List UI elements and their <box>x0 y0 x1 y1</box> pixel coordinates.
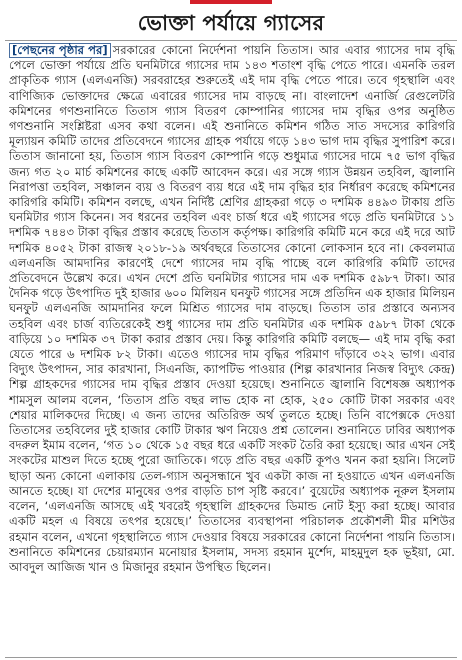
article-headline: ভোক্তা পর্যায়ে গ্যাসের <box>137 11 325 35</box>
article-body <box>9 43 455 655</box>
article-body-text: সরকারের কোনো নির্দেশনা পায়নি তিতাস। আর এবার গ্যাসের দাম বৃদ্ধি পেলে ভোক্তা পর্যায়ে প্রতি ঘনমিটারে গ্যাসের দাম ১৪৩ শতাংশ বৃদ্ধি পেতে পারে। এমনকি তরল প্রাকৃতিক গ্যাস (এলএনজি) সরবরাহের শুরুতেই এই দাম বৃদ্ধি পেতে পারে। তবে গৃহস্থালি এবং বাণিজ্যিক ভোক্তাদের ক্ষেত্রে এবারের গ্যাসের দাম বাড়ছে না। বাংলাদেশ এনার্জি রেগুলেটরি কমিশনের গণশুনানিতে তিতাস গ্যাস বিতরণ কোম্পানির গ্যাসের দাম বৃদ্ধির ওপর অনুষ্ঠিত গণশুনানি সংশ্লিষ্টরা এসব কথা বলেন। এই শুনানিতে কমিশন গঠিত সাত সদস্যের কারিগরি মূল্যায়ন কমিটি তাদের প্রতিবেদনে গ্যাসের গ্রাহক পর্যায়ে গড়ে ১৪৩ ভাগ দাম বৃদ্ধির সুপারিশ করে। তিতাস জানানো হয়, তিতাস গ্যাস বিতরণ কোম্পানি গড়ে শুধুমাত্র গ্যাসের দামে ৭৫ ভাগ বৃদ্ধির জন্য গত ২০ মার্চ কমিশনের কাছে একটি আবেদন করে। এর সঙ্গে গ্যাস উন্নয়ন তহবিল, জ্বালানি নিরাপত্তা তহবিল, সঞ্চালন ব্যয় ও বিতরণ ব্যয় ধরে এই দাম বৃদ্ধির হার নির্ধারণ করেছে কমিশনের কারিগরি কমিটি। কমিশন বলছে, এখন নির্দিষ্ট শ্রেণির গ্রাহকরা গড়ে ৩ দশমিক ৪৪৯৩ টাকায় প্রতি ঘনমিটার গ্যাস কিনেন। সব ধরনের তহবিল এবং চার্জ ধরে এই গ্যাসের গড়ে প্রতি ঘনমিটারে ১১ দশমিক ৭৪৪৩ টাকা বৃদ্ধির প্রস্তাব করেছে তিতাস কর্তৃপক্ষ। কারিগরি কমিটি মনে করে এই দরে আট দশমিক ৪০৫২ টাকা রাজস্ব ২০১৮-১৯ অর্থবছরে তিতাসের কোনো লোকসান হবে না। কেবলমাত্র এলএনজি আমদানির কারণেই দেশে গ্যাসের দাম বৃদ্ধি পাচ্ছে বলে কারিগরি কমিটি তাদের প্রতিবেদনে উল্লেখ করে। এখন দেশে প্রতি ঘনমিটার গ্যাসের দাম এক দশমিক ৫৯৮৭ টাকা। আর দৈনিক গড়ে উৎপাদিত দুই হাজার ৬০০ মিলিয়ন ঘনফুট গ্যাসের সঙ্গে প্রতিদিন এক হাজার মিলিয়ন ঘনফুট এলএনজি আমদানির ফলে মিশ্রিত গ্যাসের দাম বাড়ছে। তিতাস তার প্রস্তাবে অন্যসব তহবিল এবং চার্জ ব্যতিরেকেই শুধু গ্যাসের দাম প্রতি ঘনমিটার এক দশমিক ৫৯৮৭ টাকা থেকে বাড়িয়ে ১০ দশমিক ৩৭ টাকা করার প্রস্তাব দেয়। কিন্তু কারিগরি কমিটি বলছে— এই দাম বৃদ্ধি করা যেতে পারে ৬ দশমিক ৮২ টাকা। এতেও গ্যাসের দাম বৃদ্ধির পরিমাণ দাঁড়াবে ৩২২ ভাগ। এবার বিদ্যুৎ উৎপাদন, সার কারখানা, সিএনজি, ক্যাপটিভ পাওয়ার (শিল্প কারখানার নিজস্ব বিদ্যুৎ কেন্দ্র) শিল্প গ্রাহকদের গ্যাসের দাম বৃদ্ধির প্রস্তাব দেওয়া হয়েছে। শুনানিতে জ্বালানি বিশেষজ্ঞ অধ্যাপক শামসুল আলম বলেন, ‘তিতাস প্রতি বছর লাভ হোক না হোক, ২৫০ কোটি টাকা সরকার এবং শেয়ার মালিকদের দিচ্ছে। এ জন্য তাদের অতিরিক্ত অর্থ তুলতে হচ্ছে। তিনি বাপেক্সকে দেওয়া তিতাসের তহবিলের দুই হাজার কোটি টাকার ঋণ নিয়েও প্রশ্ন তোলেন। শুনানিতে ঢাবির অধ্যাপক বদরুল ইমাম বলেন, ‘গত ১০ থেকে ১৫ বছর ধরে একটি সংকট তৈরি করা হয়েছে। আর এখন সেই সংকটের মাশুল দিতে হচ্ছে পুরো জাতিকে। গড়ে প্রতি বছর একটি কূপও খনন করা হয়নি। সিলেট ছাড়া অন্য কোনো এলাকায় তেল-গ্যাস অনুসন্ধানে খুব একটা কাজ না হওয়াতে এখন এলএনজি আনতে হচ্ছে। যা দেশের মানুষের ওপর বাড়তি চাপ সৃষ্টি করবে।’ বুয়েটের অধ্যাপক নূরুল ইসলাম বলেন, ‘এলএনজি আসছে এই খবরেই গৃহস্থালি গ্রাহকদের ডিমান্ড নোট ইস্যু করা হচ্ছে। আবার একটি মহল এ বিষয়ে তৎপর হয়েছে।’ তিতাসের ব্যবস্থাপনা পরিচালক প্রকৌশলী মীর মশিউর রহমান বলেন, এখনো গৃহস্থালিতে গ্যাস দেওয়ার বিষয়ে সরকারের কোনো নির্দেশনা পায়নি তিতাস। শুনানিতে কমিশনের চেয়ারম্যান মনোয়ার ইসলাম, সদস্য রহমান মুর্শেদ, মাহমুদুল হক ভূইয়া, মো. আবদুল আজিজ খান ও মিজানুর রহমান উপস্থিত ছিলেন। <box>9 43 455 574</box>
article-paragraph <box>9 43 455 575</box>
accent-rule <box>190 0 272 4</box>
continued-from-kicker: [পেছনের পৃষ্ঠার পর] <box>9 43 111 58</box>
